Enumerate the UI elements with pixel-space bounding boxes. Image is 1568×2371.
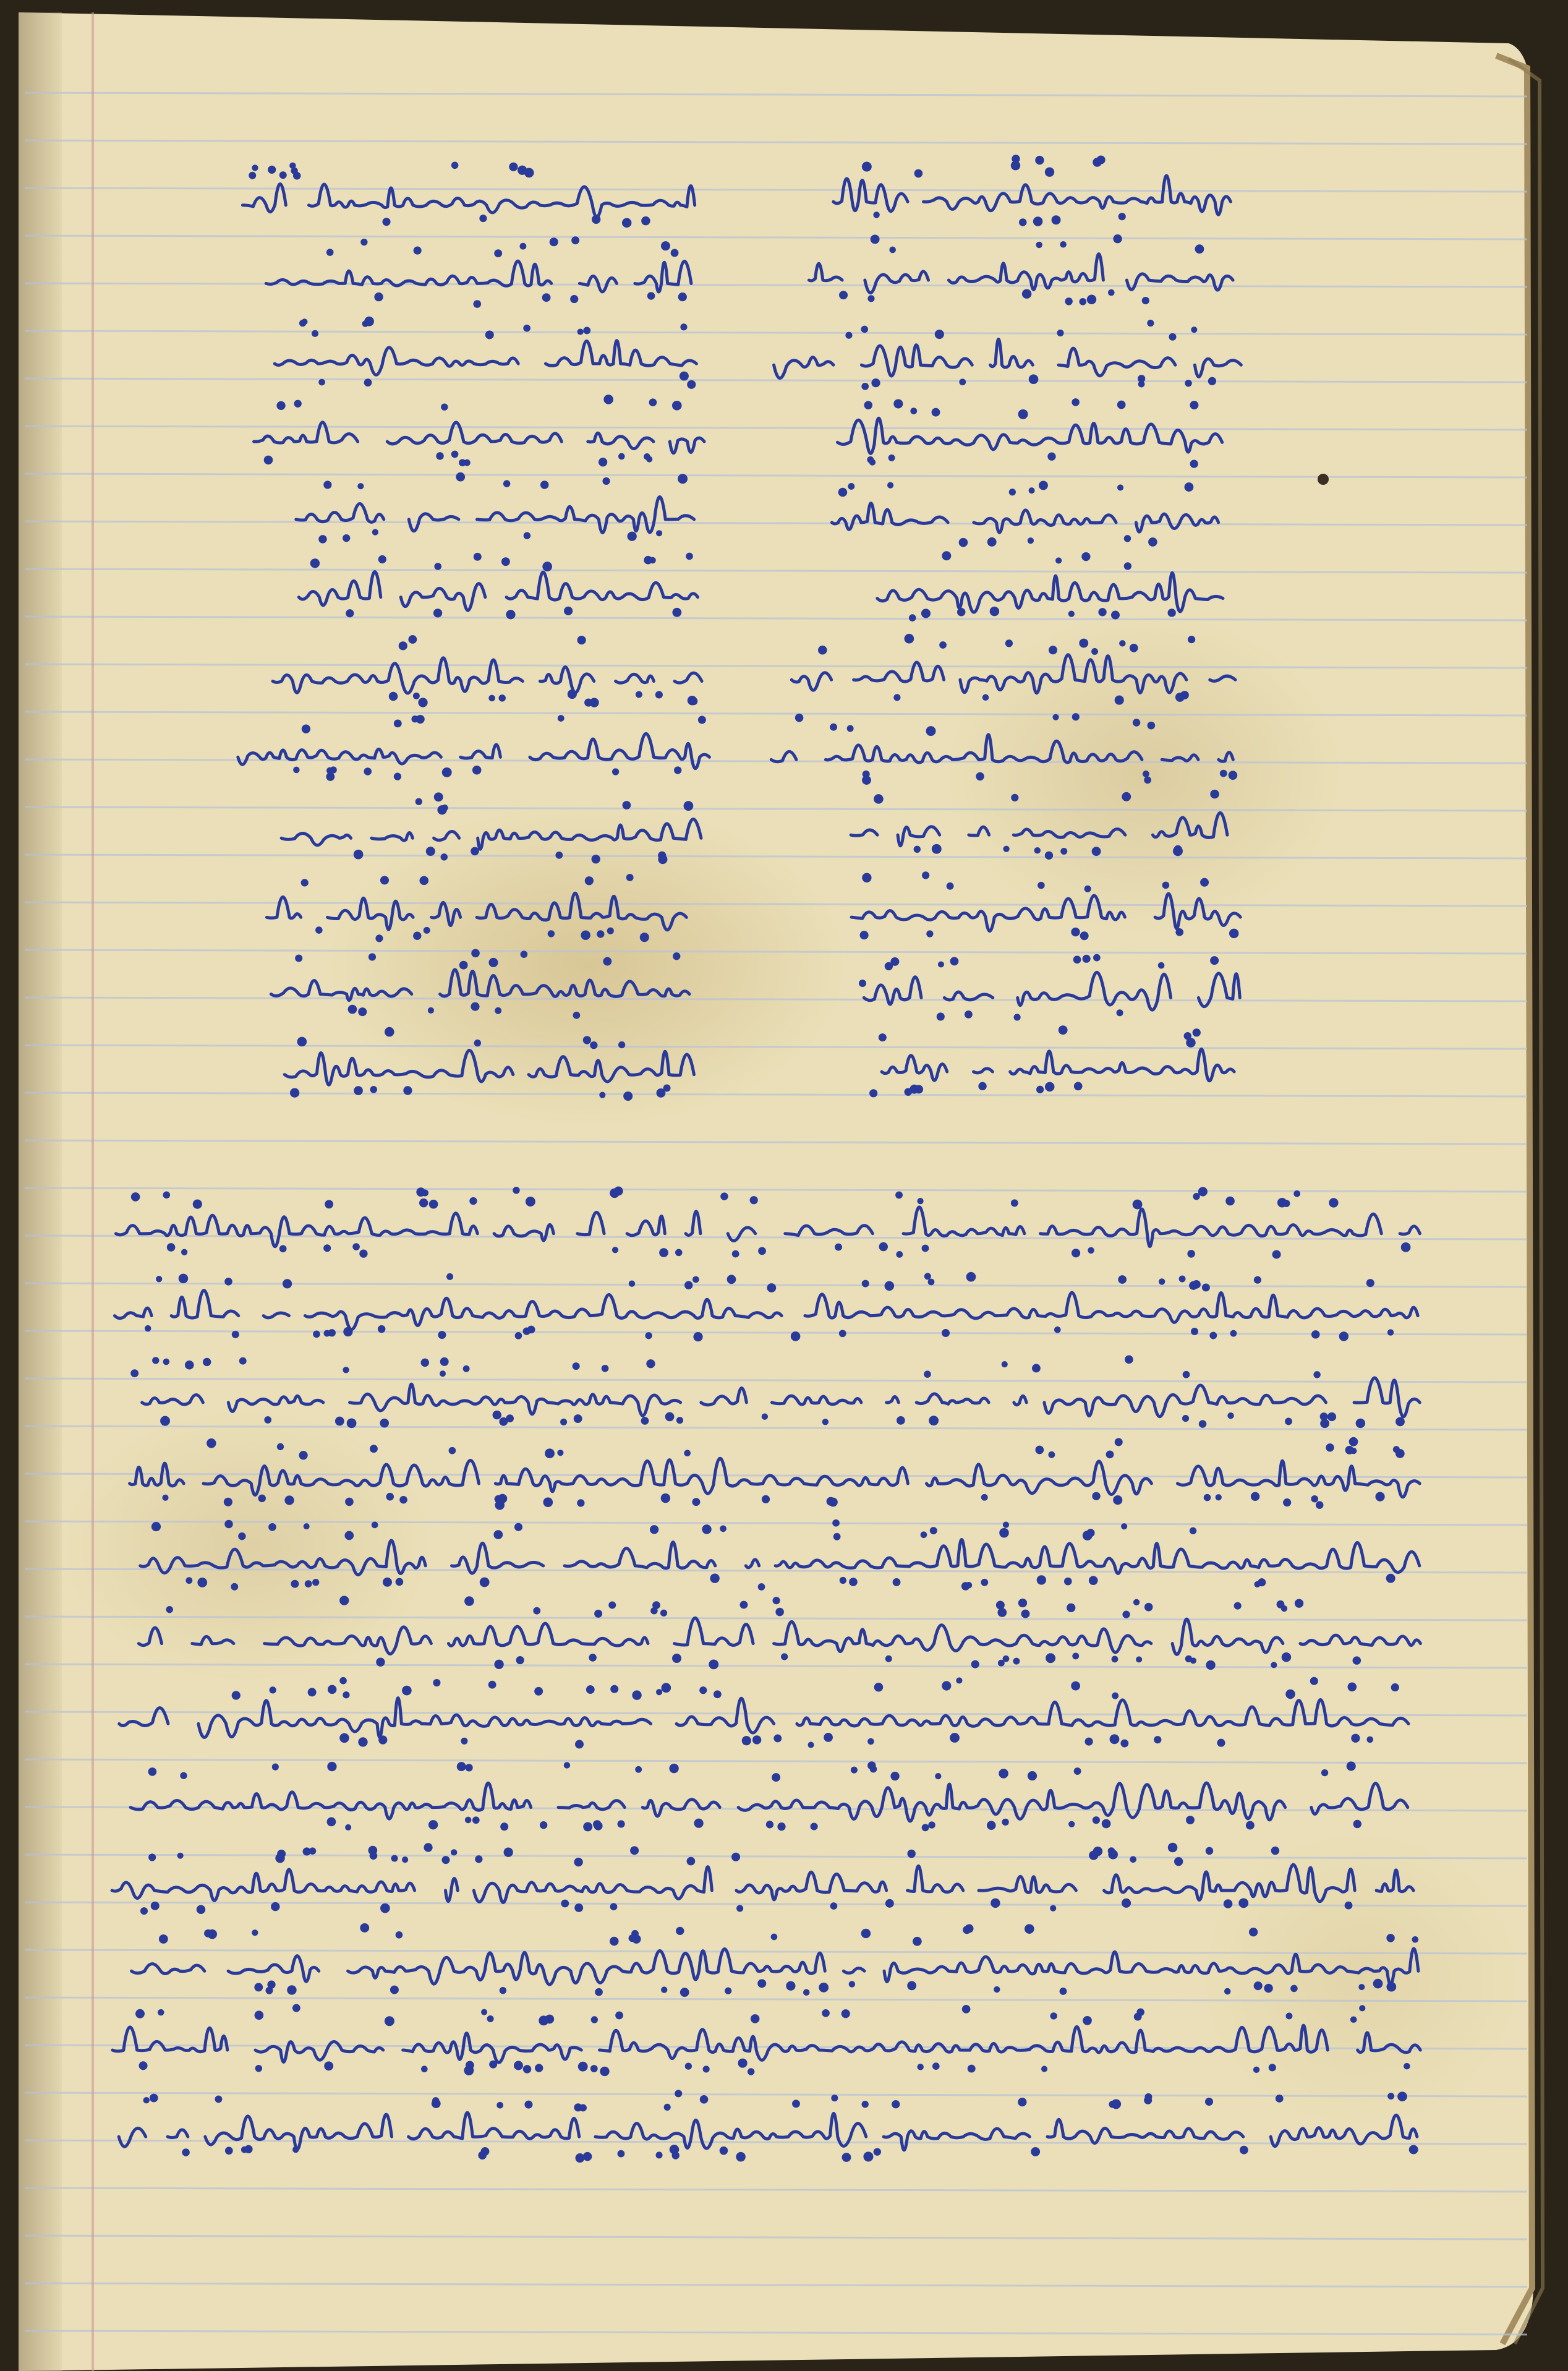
water-stain <box>328 804 847 1126</box>
ink-dot <box>859 980 866 987</box>
water-stain <box>1199 1831 1521 2127</box>
binding-shadow <box>19 12 62 2371</box>
ink-dot <box>1318 474 1329 485</box>
